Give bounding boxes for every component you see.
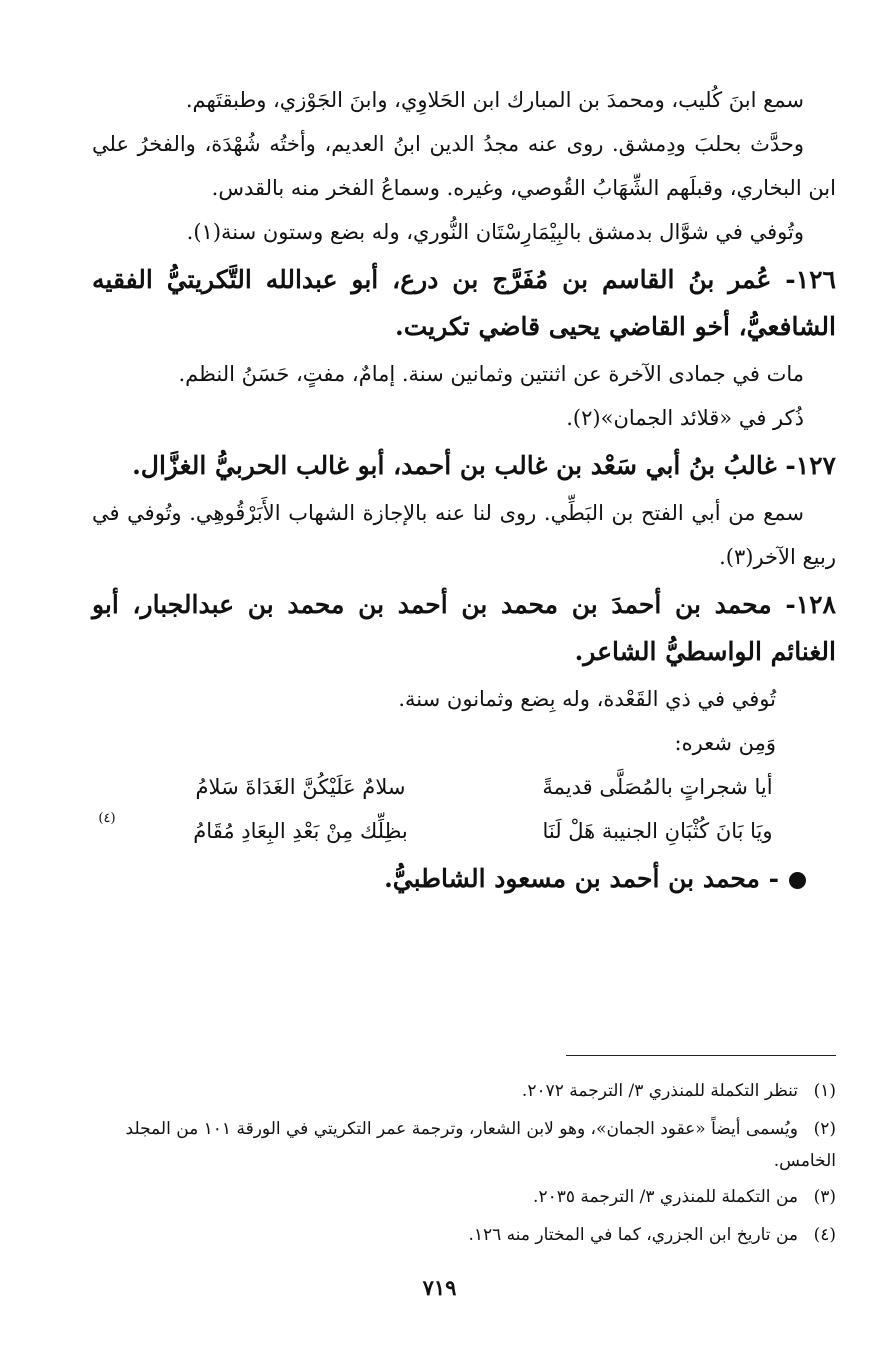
poem-line-1 — [92, 765, 836, 809]
entry-last-heading — [92, 855, 836, 902]
footnote-4-number: (٤) — [813, 1225, 836, 1245]
entry-126-text-2: ذُكر في «قلائد الجمان»(٢). — [566, 406, 804, 430]
footnote-2-text: ويُسمى أيضاً «عقود الجمان»، وهو لابن الشعار، وترجمة عمر التكريتي في الورقة ١٠١ من المجلد الخامس. — [125, 1119, 836, 1171]
paragraph-3: وتُوفي في شوَّال بدمشق بالبِيْمَارِسْتَان النُّوري، وله بضع وستون سنة(١). — [186, 220, 804, 244]
entry-127-heading: ١٢٧- غالبُ بنُ أبي سَعْد بن غالب بن أحمد، أبو غالب الحربيُّ الغزَّال. — [132, 451, 836, 480]
poem-line-2-second-hemistich: بظِلِّك مِنْ بَعْدِ البِعَادِ مُقَامُ — [193, 819, 408, 843]
footnote-3 — [92, 1181, 836, 1213]
footnote-4 — [92, 1219, 836, 1251]
entry-128-text-1: تُوفي في ذي القَعْدة، وله بِضع وثمانون سنة. — [398, 687, 776, 711]
footnote-2 — [92, 1113, 836, 1177]
footnote-2-number: (٢) — [813, 1119, 836, 1139]
main-text — [92, 78, 836, 904]
poem-line-2 — [92, 809, 836, 853]
poem-line-2-first-hemistich: ويَا بَانَ كُثْبَانِ الجنيبة هَلْ لَنَا — [542, 819, 773, 843]
entry-128-heading: ١٢٨- محمد بن أحمدَ بن محمد بن أحمد بن محمد بن عبدالجبار، أبو الغنائم الواسطيُّ الشاعر. — [92, 590, 836, 666]
footnote-1-number: (١) — [813, 1081, 836, 1101]
poem-line-1-second-hemistich: سلامٌ عَلَيْكُنَّ الغَدَاةَ سَلامُ — [195, 775, 406, 799]
poem-footnote-mark: (٤) — [98, 811, 116, 826]
footnote-3-text: من التكملة للمنذري ٣/ الترجمة ٢٠٣٥. — [533, 1187, 798, 1207]
entry-126-text-1: مات في جمادى الآخرة عن اثنتين وثمانين سنة. إمامٌ، مفتٍ، حَسَنُ النظم. — [178, 362, 804, 386]
entry-126-heading: ١٢٦- عُمر بنُ القاسم بن مُفَرَّج بن درع، أبو عبدالله التَّكريتيُّ الفقيه الشافعيُّ، أخو القاضي يحيى قاضي تكريت. — [92, 265, 836, 341]
entry-last-text: - محمد بن أحمد بن مسعود الشاطبيُّ. — [384, 864, 779, 893]
paragraph-1: سمع ابنَ كُليب، ومحمدَ بن المبارك ابن الحَلاوِي، وابنَ الجَوْزي، وطبقتَهم. — [185, 88, 804, 112]
footnote-1 — [92, 1075, 836, 1107]
poem — [92, 765, 836, 853]
poem-line-1-first-hemistich: أيا شجراتٍ بالمُصَلَّى قديمةً — [542, 775, 773, 799]
footnote-3-number: (٣) — [813, 1187, 836, 1207]
paragraph-2: وحدَّث بحلبَ ودِمشق. روى عنه مجدُ الدين ابنُ العديم، وأختُه شُهْدَة، والفخرُ علي ابن البخاري، وقبلَهم الشِّهَابُ القُوصي، وغيره. وسماعُ الفخر منه بالقدس. — [92, 132, 836, 200]
entry-127-text: سمع من أبي الفتح بن البَطِّي. روى لنا عنه بالإجازة الشهاب الأَبَرْقُوهِي. وتُوفي في ربيع الآخر(٣). — [92, 501, 836, 569]
footnote-rule — [566, 1055, 836, 1056]
bullet-icon — [789, 872, 806, 889]
footnote-1-text: تنظر التكملة للمنذري ٣/ الترجمة ٢٠٧٢. — [521, 1081, 798, 1101]
entry-128-text-2: وَمِن شعره: — [674, 731, 776, 755]
page-number: ٧١٩ — [422, 1275, 457, 1300]
footnote-4-text: من تاريخ ابن الجزري، كما في المختار منه ١٢٦. — [468, 1225, 798, 1245]
